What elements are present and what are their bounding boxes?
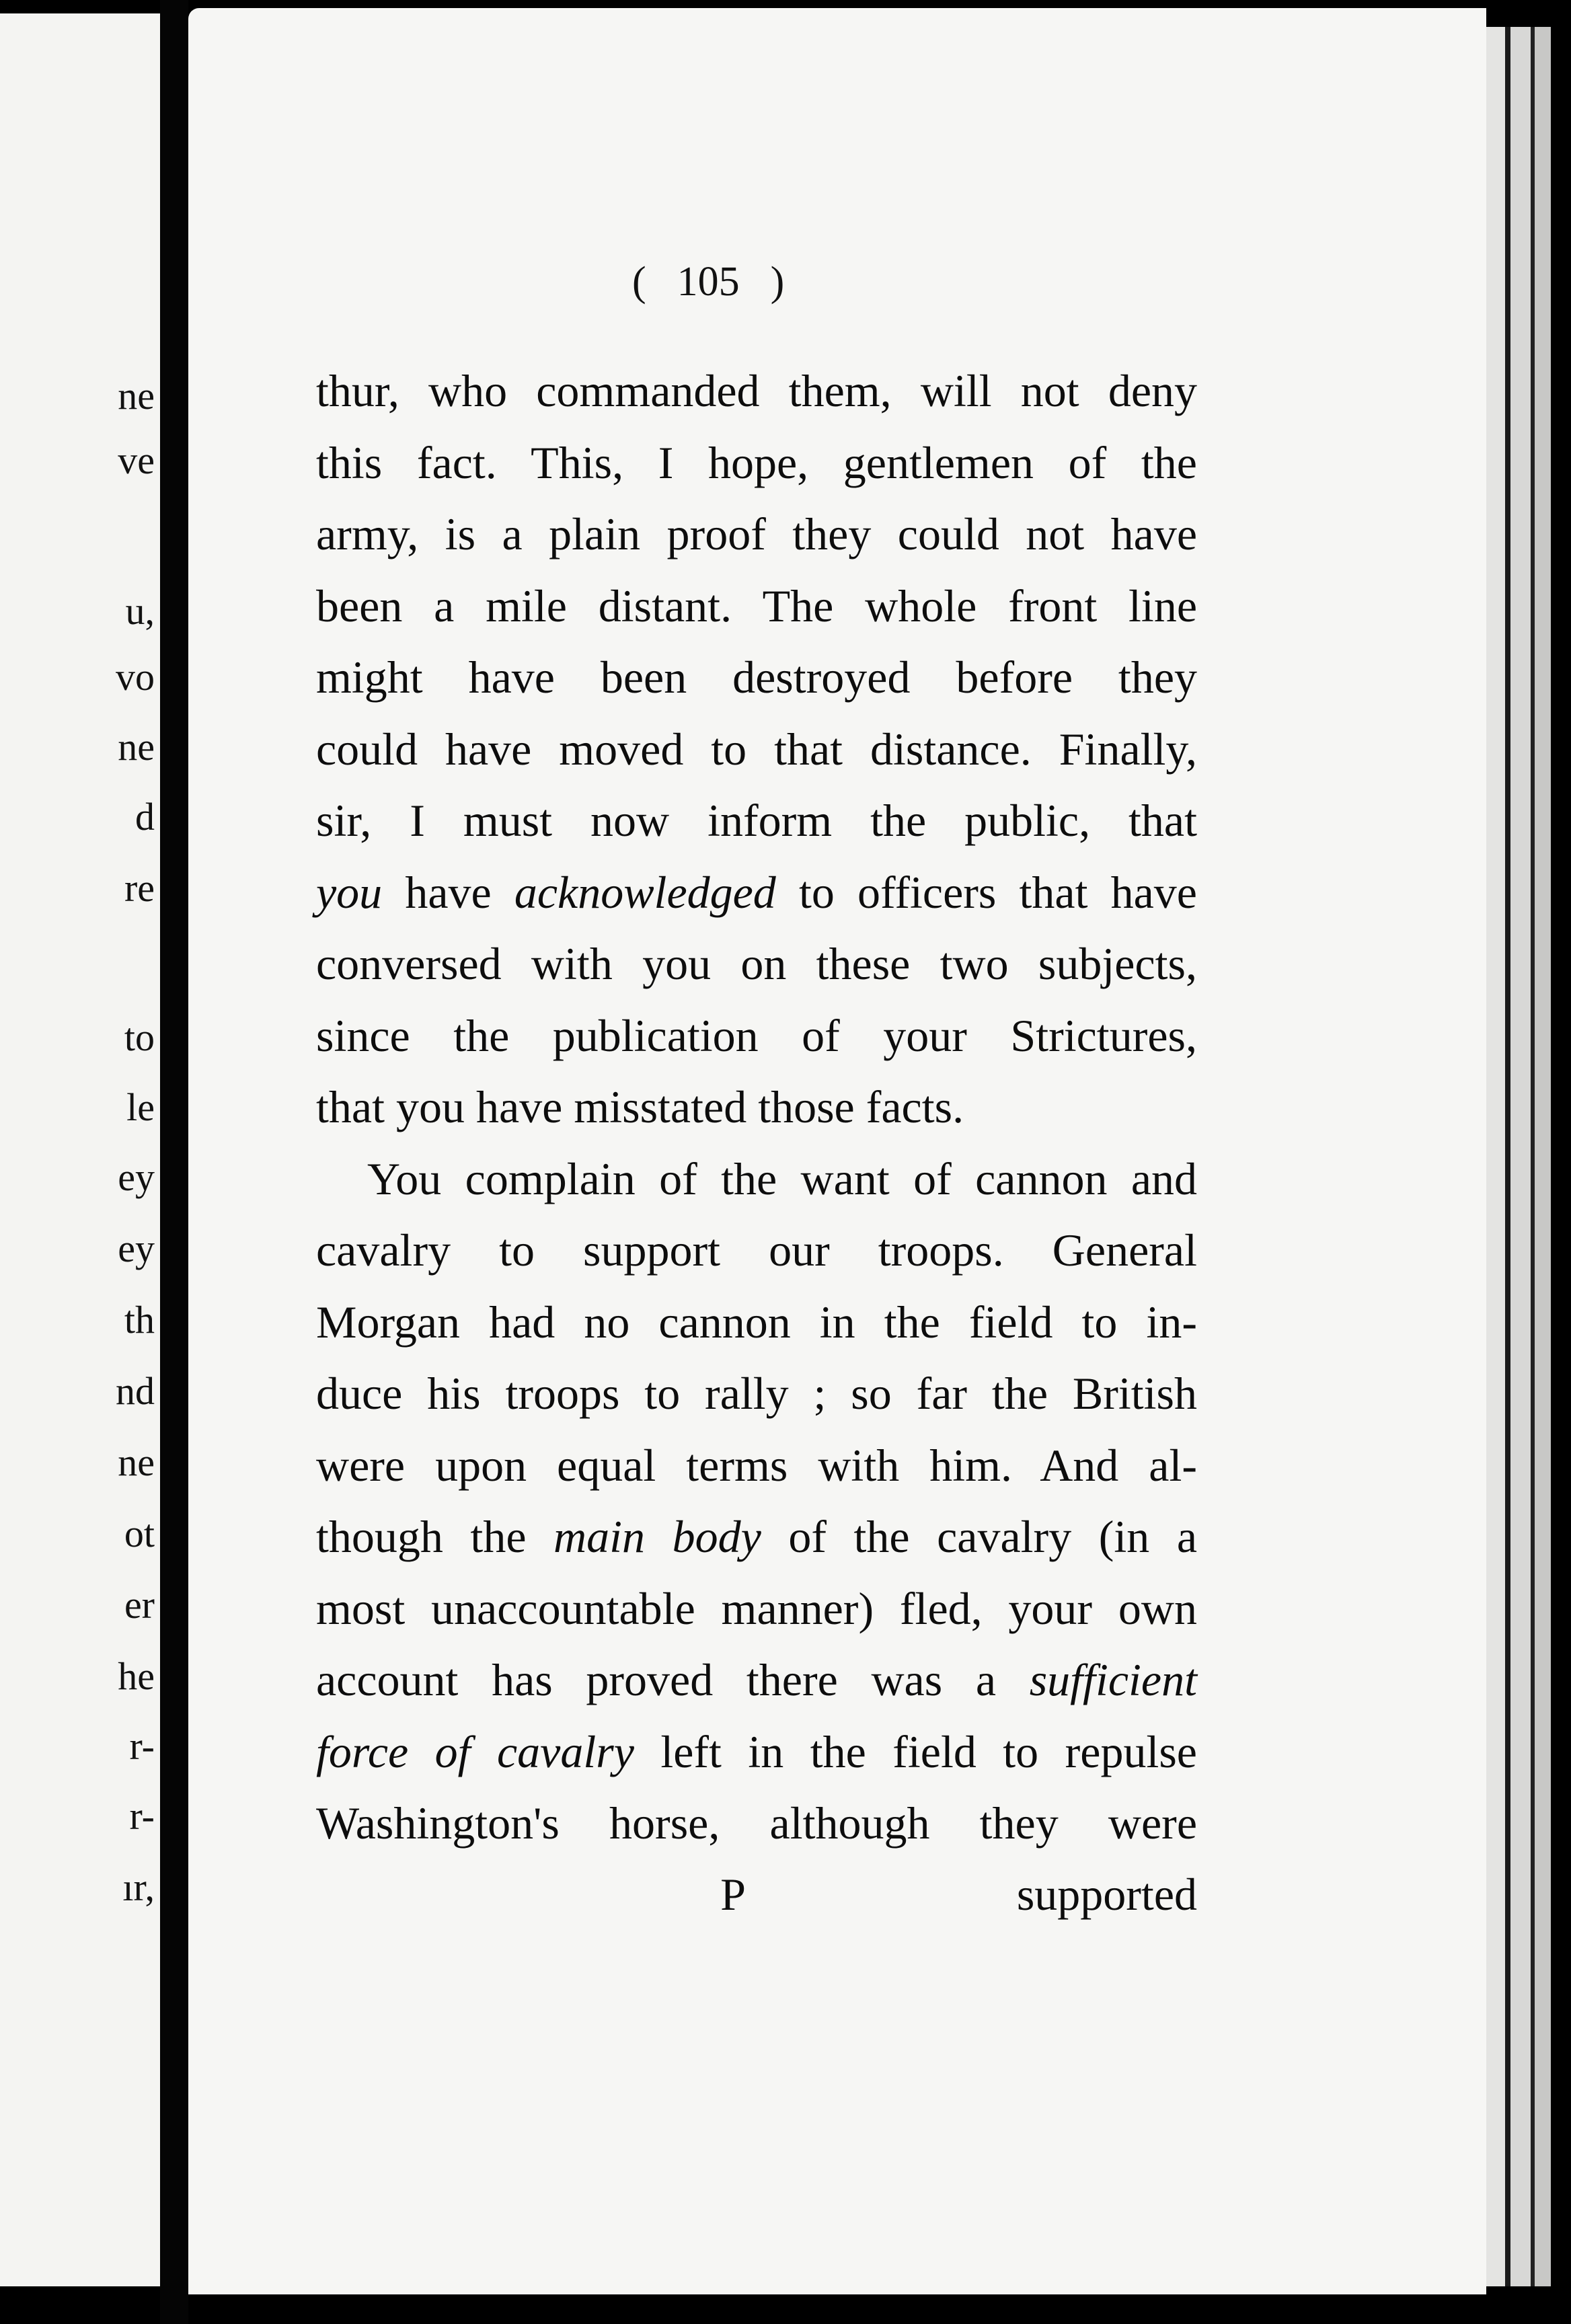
text-line: cavalry to support our troops. General <box>316 1225 1197 1276</box>
facing-page-fragment: to <box>124 1015 155 1059</box>
text-line: been a mile distant. The whole front line <box>316 580 1197 631</box>
facing-page-fragment: ve <box>118 438 155 482</box>
text-line: since the publication of your Strictures, <box>316 1009 1197 1061</box>
page-edge <box>1510 27 1531 2286</box>
facing-page-fragment: d <box>135 795 155 839</box>
text-line: most unaccountable manner) fled, your own <box>316 1582 1197 1634</box>
paragraph-end-line: that you have misstated those facts. <box>316 1081 964 1132</box>
facing-page-fragment: le <box>126 1085 155 1129</box>
facing-page-fragment: ne <box>118 725 155 769</box>
facing-page-fragment: ne <box>118 1440 155 1484</box>
header-open-paren: ( <box>632 259 646 305</box>
text-line: this fact. This, I hope, gentlemen of the <box>316 436 1197 488</box>
text-line: thur, who commanded them, will not deny <box>316 365 1197 416</box>
text-line: Washington's horse, although they were <box>316 1797 1197 1849</box>
text-span: have <box>382 866 514 918</box>
facing-page-fragment: ey <box>118 1227 155 1270</box>
page-edge <box>1551 27 1571 2286</box>
italic-word: acknowledged <box>514 866 776 918</box>
facing-page-fragment: r- <box>129 1724 155 1768</box>
text-line: might have been destroyed before they <box>316 652 1197 703</box>
text-span: left in the field to repulse <box>634 1726 1197 1777</box>
italic-word: you <box>316 866 383 918</box>
page-edge <box>1535 27 1551 2286</box>
page-footer <box>316 1868 1197 1922</box>
page-header <box>632 258 901 306</box>
signature-mark: P <box>720 1869 746 1920</box>
text-line: sir, I must now inform the public, that <box>316 795 1197 846</box>
text-span: account has proved there was a <box>316 1654 1030 1705</box>
text-line <box>316 1644 1197 1716</box>
italic-phrase: main body <box>553 1511 761 1562</box>
text-span: though the <box>316 1511 554 1562</box>
text-line: army, is a plain proof they could not have <box>316 508 1197 559</box>
page-edge <box>1505 27 1510 2286</box>
text-line: were upon equal terms with him. And al- <box>316 1439 1197 1491</box>
book-gutter <box>160 0 188 2324</box>
facing-page-fragment: ot <box>124 1512 155 1555</box>
facing-page-fragment: u, <box>125 589 155 633</box>
facing-page <box>0 13 160 2286</box>
text-line: conversed with you on these two subjects, <box>316 938 1197 989</box>
facing-page-fragment: th <box>124 1298 155 1342</box>
text-span: of the cavalry (in a <box>761 1511 1197 1562</box>
italic-word: sufficient <box>1029 1654 1197 1705</box>
facing-page-fragment: nd <box>116 1369 155 1413</box>
catchword: supported <box>1016 1869 1197 1920</box>
text-line: could have moved to that distance. Finally, <box>316 723 1197 775</box>
facing-page-fragment: er <box>124 1583 155 1627</box>
page-number: 105 <box>677 259 740 305</box>
paragraph-first-line: You complain of the want of cannon and <box>367 1153 1197 1204</box>
text-line <box>316 1501 1197 1573</box>
facing-page-fragment: ne <box>118 374 155 418</box>
facing-page-fragment: ır, <box>122 1865 155 1909</box>
text-span: to officers that have <box>775 866 1197 918</box>
body-text <box>316 355 1197 1859</box>
facing-page-fragment: vo <box>116 655 155 699</box>
text-line <box>316 1716 1197 1788</box>
text-line: Morgan had no cannon in the field to in- <box>316 1296 1197 1348</box>
facing-page-fragment: re <box>124 866 155 910</box>
header-close-paren: ) <box>770 259 785 305</box>
page-edge <box>1486 27 1505 2286</box>
text-line: duce his troops to rally ; so far the British <box>316 1368 1197 1419</box>
facing-page-fragment: ey <box>118 1155 155 1199</box>
facing-page-fragment: r- <box>129 1794 155 1838</box>
italic-phrase: force of cavalry <box>316 1726 634 1777</box>
text-line <box>316 857 1197 929</box>
facing-page-fragment: he <box>118 1654 155 1698</box>
